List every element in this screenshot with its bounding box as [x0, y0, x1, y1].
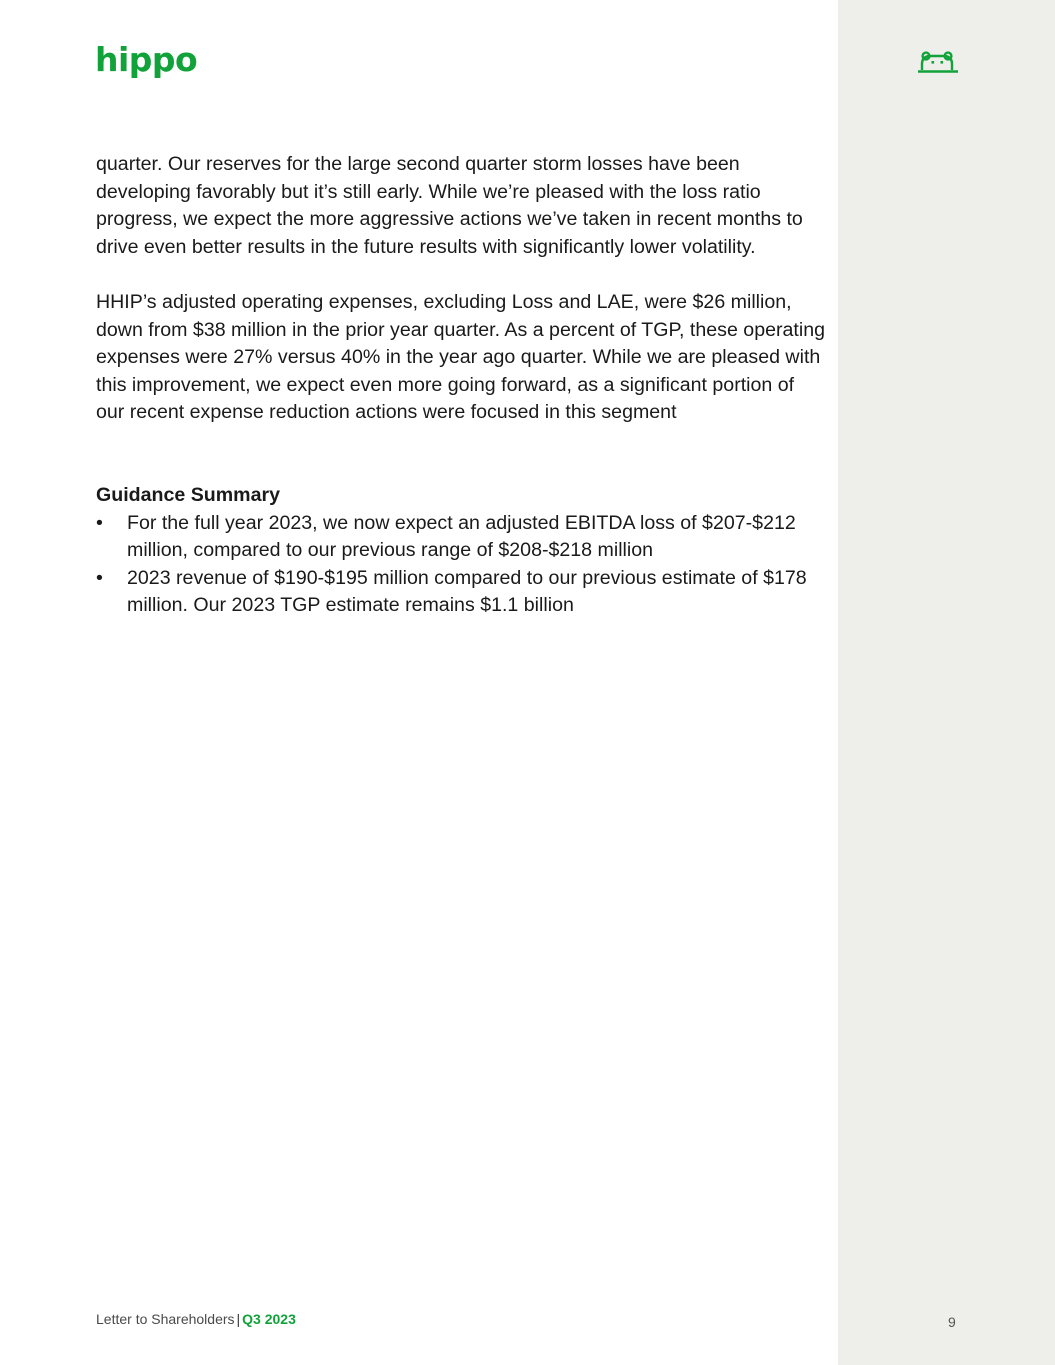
- guidance-item: [96, 565, 826, 620]
- body-paragraph-1: quarter. Our reserves for the large second quarter storm losses have been developing favorably but it’s still early. While we’re pleased with the loss ratio progress, we expect the more aggressive actions we’ve taken in recent months to drive even better results in the future results with significantly lower volatility.: [96, 153, 803, 258]
- guidance-item: [96, 510, 826, 565]
- footer-doc-title: Letter to Shareholders: [96, 1311, 235, 1327]
- page-number: 9: [948, 1314, 956, 1330]
- bullet-icon: •: [96, 511, 103, 534]
- guidance-heading: Guidance Summary: [96, 483, 281, 506]
- footer-quarter: Q3 2023: [242, 1311, 296, 1327]
- bullet-icon: •: [96, 566, 103, 589]
- guidance-list: [96, 510, 826, 620]
- footer: [96, 1309, 296, 1329]
- letter-body: [96, 151, 826, 620]
- footer-separator: |: [236, 1311, 241, 1327]
- hippo-logo: hippo: [95, 40, 198, 79]
- body-paragraph-2: HHIP’s adjusted operating expenses, excluding Loss and LAE, were $26 million, down from $38 million in the prior year quarter. As a percent of TGP, these operating expenses were 27% versus 40% in the year ago quarter. While we are pleased with this improvement, we expect even more going forward, as a significant portion of our recent expense reduction actions were focused in this segment: [96, 290, 826, 424]
- guidance-item-text: 2023 revenue of $190-$195 million compared to our previous estimate of $178 million. Our 2023 TGP estimate remains $1.1 billion: [127, 566, 807, 617]
- right-sidebar-panel: [838, 0, 1055, 1365]
- guidance-item-text: For the full year 2023, we now expect an adjusted EBITDA loss of $207-$212 million, compared to our previous range of $208-$218 million: [127, 511, 796, 562]
- hippo-mascot-icon: [916, 48, 960, 76]
